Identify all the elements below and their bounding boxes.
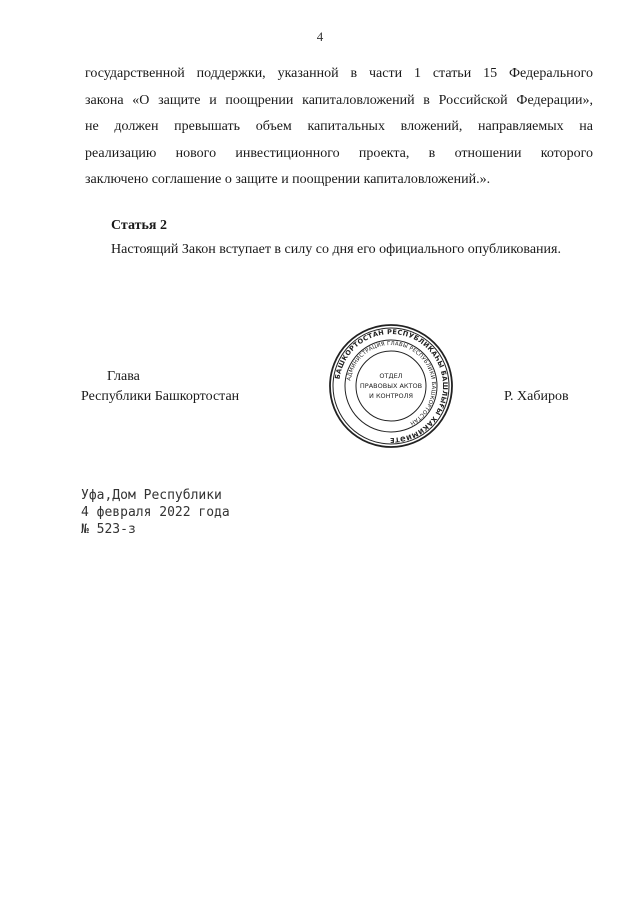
place-date: 4 февраля 2022 года xyxy=(81,505,230,520)
stamp-center-line: ОТДЕЛ xyxy=(379,372,403,380)
official-stamp xyxy=(327,322,455,450)
stamp-inner-ring-text: АДМИНИСТРАЦИЯ ГЛАВЫ РЕСПУБЛИКИ БАШКОРТОСТАН xyxy=(346,340,437,426)
stamp-ring-text: БАШКОРТОСТАН РЕСПУБЛИКАҺЫ БАШЛЫҒЫ ХАКИМИӘТЕ xyxy=(333,327,450,445)
article-text: Настоящий Закон вступает в силу со дня его официального опубликования. xyxy=(111,242,561,257)
place-city: Уфа,Дом Республики xyxy=(81,488,222,503)
signer-title: Глава xyxy=(107,369,140,384)
text-line: государственной поддержки, указанной в части 1 статьи 15 Федерального xyxy=(85,66,593,81)
place-and-date xyxy=(81,487,230,538)
stamp-center-line: ПРАВОВЫХ АКТОВ xyxy=(359,382,423,390)
signer-name: Р. Хабиров xyxy=(504,389,569,404)
text-line: реализацию нового инвестиционного проекта, в отношении которого xyxy=(85,145,593,161)
signer-title-republic: Республики Башкортостан xyxy=(81,389,240,404)
text-line: закона «О защите и поощрении капиталовложений в Российской Федерации», xyxy=(85,92,593,108)
page-number: 4 xyxy=(316,29,324,44)
stamp-center-line: И КОНТРОЛЯ xyxy=(369,392,413,400)
law-number: № 523-з xyxy=(81,522,136,537)
article-heading: Статья 2 xyxy=(111,218,167,233)
text-line: не должен превышать объем капитальных вложений, направляемых на xyxy=(85,119,593,134)
text-line: заключено соглашение о защите и поощрении капиталовложений.». xyxy=(85,172,491,187)
amendment-text xyxy=(85,61,593,194)
